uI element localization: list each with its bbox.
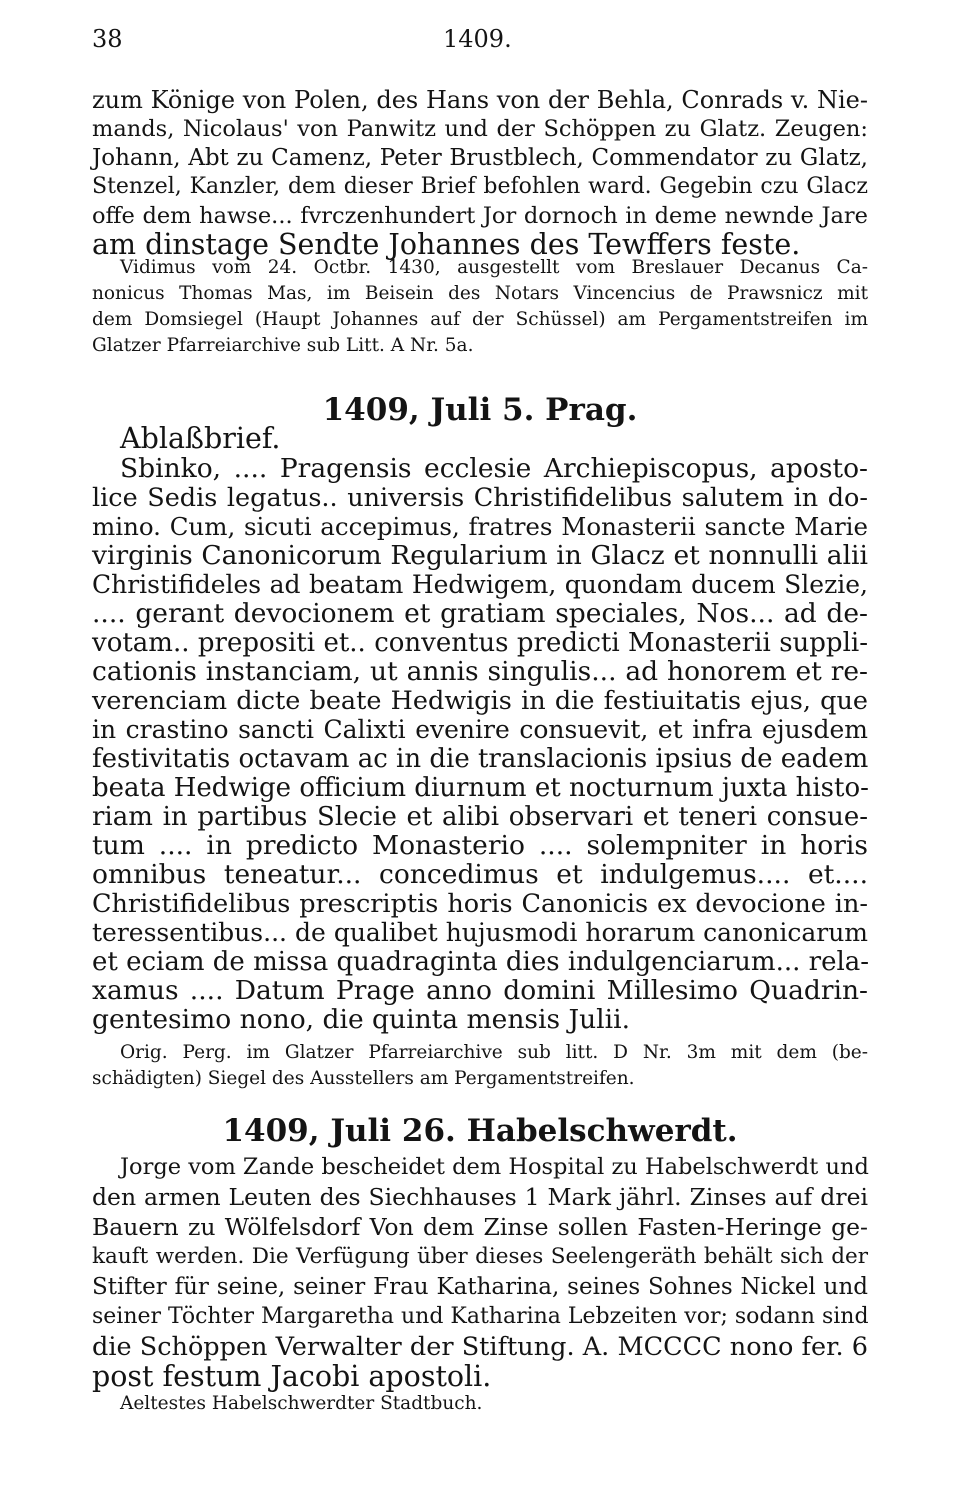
text-line: Stenzel, Kanzler, dem dieser Brief befohlen ward. Gegebin czu Glacz (92, 174, 868, 199)
text-line: Christifidelibus prescriptis horis Canonicis ex devocione in- (92, 889, 868, 919)
text-line: kauft werden. Die Verfügung über dieses Seelengeräth behält sich der (92, 1244, 868, 1269)
text-line: Christifideles ad beatam Hedwigem, quondam ducem Slezie, (92, 570, 868, 599)
text-line: Jorge vom Zande bescheidet dem Hospital zu Habelschwerdt und (120, 1154, 869, 1180)
text-line: Stifter für seine, seiner Frau Katharina, seines Sohnes Nickel und (92, 1274, 868, 1300)
text-line: riam in partibus Slecie et alibi observari et teneri consue- (92, 802, 868, 832)
text-line: seiner Töchter Margaretha und Katharina Lebzeiten vor; sodann sind (92, 1304, 869, 1329)
text-line: in crastino sancti Calixti evenire consuevit, et infra ejusdem (92, 715, 868, 744)
text-line: .... gerant devocionem et gratiam speciales, Nos... ad de- (92, 598, 868, 629)
source-note-line: Glatzer Pfarreiarchive sub Litt. A Nr. 5a. (92, 335, 474, 356)
text-line: et eciam de missa quadraginta dies indulgenciarum... rela- (92, 947, 870, 977)
text-line: Sbinko, .... Pragensis ecclesie Archiepiscopus, aposto- (120, 453, 868, 484)
source-note-line: Vidimus vom 24. Octbr. 1430, ausgestellt vom Breslauer Decanus Ca- (120, 257, 868, 278)
entry-heading: 1409, Juli 26. Habelschwerdt. (222, 1113, 738, 1149)
document-type-label: Ablaßbrief. (120, 422, 281, 455)
text-line: mino. Cum, sicuti accepimus, fratres Monasterii sancte Marie (92, 512, 868, 541)
text-line: tum .... in predicto Monasterio .... solempniter in horis (92, 830, 868, 861)
running-header-year: 1409. (443, 25, 512, 53)
text-line: gentesimo nono, die quinta mensis Julii. (92, 1004, 631, 1035)
source-note-line: Aeltestes Habelschwerdter Stadtbuch. (120, 1393, 483, 1414)
text-line: Johann, Abt zu Camenz, Peter Brustblech, Commendator zu Glatz, (92, 145, 868, 171)
text-line: Bauern zu Wölfelsdorf Von dem Zinse sollen Fasten-Heringe ge- (92, 1213, 868, 1241)
text-line: lice Sedis legatus.. universis Christifidelibus salutem in do- (92, 483, 868, 513)
text-line: virginis Canonicorum Regularium in Glacz et nonnulli alii (92, 540, 868, 571)
text-line: offe dem hawse... fvrczenhundert Jor dornoch in deme newnde Jare (92, 203, 868, 229)
text-line: verenciam dicte beate Hedwigis in die festiuitatis ejus, que (92, 686, 868, 716)
text-line: mands, Nicolaus' von Panwitz und der Schöppen zu Glatz. Zeugen: (92, 116, 868, 142)
text-line: am dinstage Sendte Johannes des Tewffers feste. (92, 228, 801, 261)
source-note-line: dem Domsiegel (Haupt Johannes auf der Schüssel) am Pergamentstreifen im (92, 309, 868, 330)
text-line: beata Hedwige officium diurnum et nocturnum juxta histo- (92, 773, 869, 803)
text-line: den armen Leuten des Siechhauses 1 Mark jährl. Zinses auf drei (92, 1183, 868, 1211)
text-line: xamus .... Datum Prage anno domini Millesimo Quadrin- (92, 975, 868, 1006)
text-line: teressentibus... de qualibet hujusmodi horarum canonicarum (92, 918, 868, 947)
page-number: 38 (92, 25, 123, 53)
text-line: cationis instanciam, ut annis singulis... ad honorem et re- (92, 656, 868, 687)
source-note-line: Orig. Perg. im Glatzer Pfarreiarchive sub litt. D Nr. 3m mit dem (be- (120, 1042, 868, 1063)
text-line: festivitatis octavam ac in die translacionis ipsius de eadem (92, 744, 869, 774)
text-line: die Schöppen Verwalter der Stiftung. A. MCCCC nono fer. 6 (92, 1332, 868, 1362)
entry-heading: 1409, Juli 5. Prag. (322, 392, 638, 428)
source-note-line: schädigten) Siegel des Ausstellers am Pergamentstreifen. (92, 1068, 635, 1089)
text-line: zum Könige von Polen, des Hans von der Behla, Conrads v. Nie- (92, 86, 868, 114)
text-line: votam.. prepositi et.. conventus predicti Monasterii suppli- (92, 628, 868, 658)
text-line: omnibus teneatur... concedimus et indulgemus.... et.... (92, 859, 868, 890)
source-note-line: nonicus Thomas Mas, im Beisein des Notars Vincencius de Prawsnicz mit (92, 283, 868, 304)
text-line: post festum Jacobi apostoli. (92, 1360, 492, 1393)
